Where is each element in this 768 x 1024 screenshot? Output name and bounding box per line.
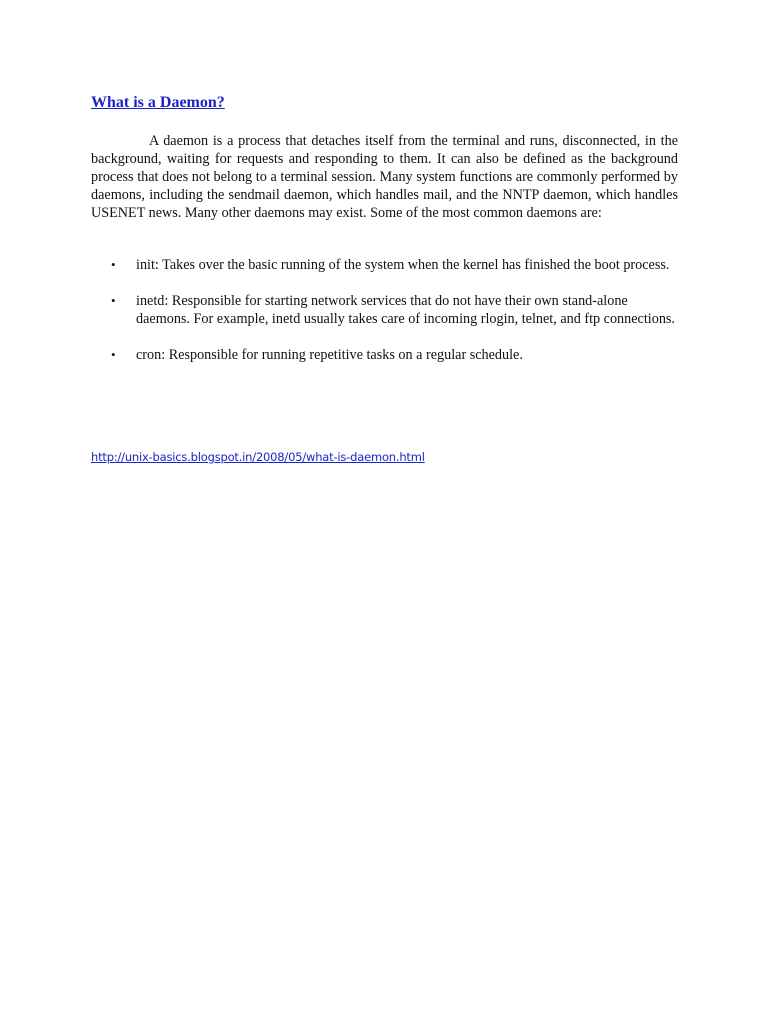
list-item-text: inetd: Responsible for starting network services that do not have their own stand-alone daemons. For example, inetd usually takes care of incoming rlogin, telnet, and ftp connections. (136, 293, 675, 328)
list-item-inetd (91, 292, 678, 328)
page-title-link[interactable]: What is a Daemon? (91, 94, 225, 111)
daemon-list (91, 256, 678, 382)
intro-paragraph: A daemon is a process that detaches itself from the terminal and runs, disconnected, in the background, waiting for requests and responding to them. It can also be defined as the background process that does not belong to a terminal session. Many system functions are commonly performed by daemons, including the sendmail daemon, which handles mail, and the NNTP daemon, which handles USENET news. Many other daemons may exist. Some of the most common daemons are: (91, 133, 678, 222)
bullet-icon: • (111, 257, 116, 272)
bullet-icon: • (111, 347, 116, 363)
list-item-text: init: Takes over the basic running of the system when the kernel has finished the boot process. (136, 257, 670, 273)
list-item-text: cron: Responsible for running repetitive tasks on a regular schedule. (136, 347, 523, 364)
list-item-init (91, 256, 678, 274)
bullet-icon: • (111, 293, 116, 309)
source-url-link[interactable]: http://unix-basics.blogspot.in/2008/05/what-is-daemon.html (91, 450, 425, 464)
list-item-cron (91, 346, 678, 364)
